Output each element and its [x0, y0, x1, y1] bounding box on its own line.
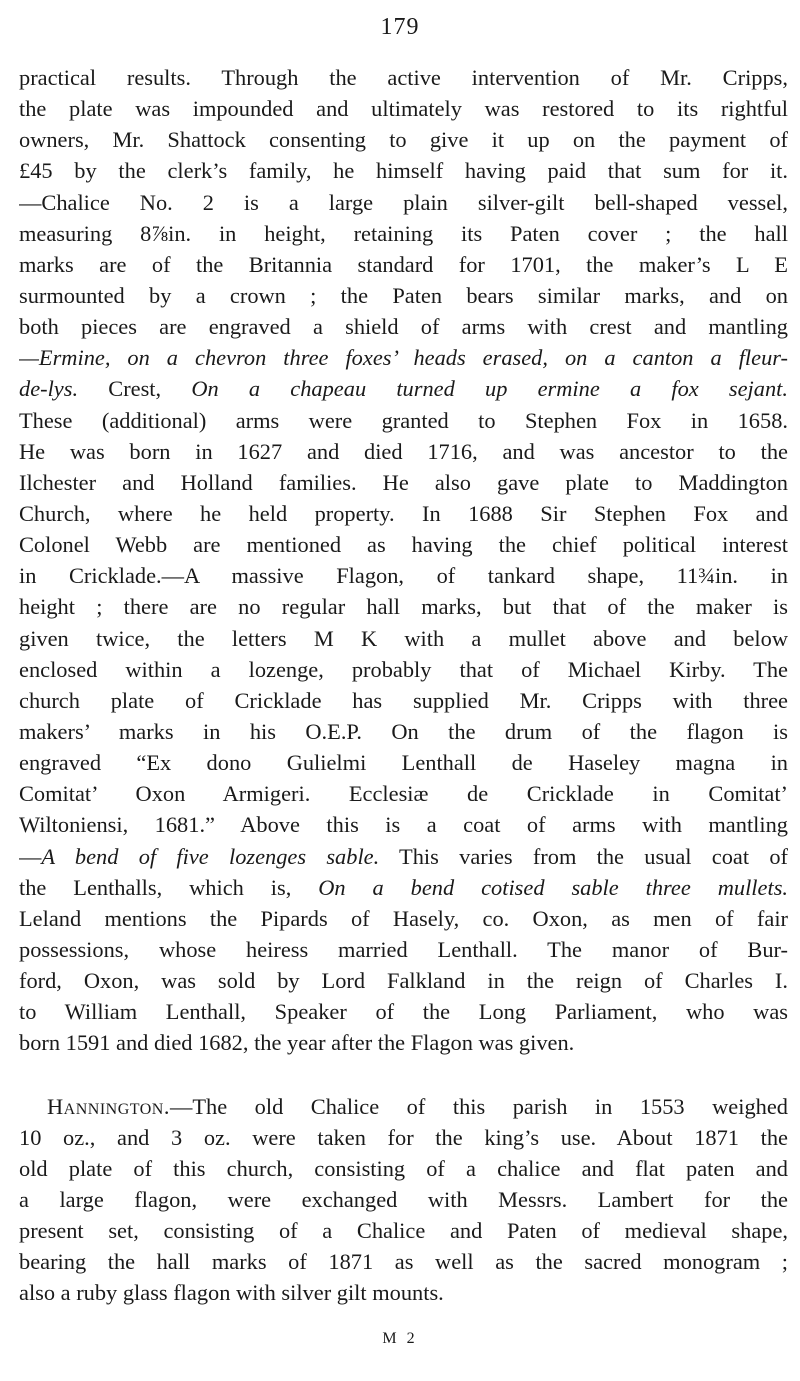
text-line — [19, 685, 788, 716]
text-run: given twice, the letters M K with a mullet above and below — [19, 625, 788, 651]
text-line — [19, 467, 788, 498]
text-run: These (additional) arms were granted to Stephen Fox in 1658. — [19, 407, 788, 433]
text-line — [19, 841, 788, 872]
text-run: 10 oz., and 3 oz. were taken for the king’s use. About 1871 the — [19, 1124, 788, 1150]
italic-run: On a bend cotised sable three mullets. — [318, 874, 788, 900]
text-run: This varies from the usual coat of — [379, 843, 788, 869]
text-line — [19, 405, 788, 436]
text-run: height ; there are no regular hall marks, but that of the maker is — [19, 594, 788, 620]
italic-run: —Ermine, on a chevron three foxes’ heads erased, on a canton a fleur- — [19, 345, 788, 371]
text-run: ford, Oxon, was sold by Lord Falkland in the reign of Charles I. — [19, 968, 788, 994]
paragraph-hannington — [19, 1091, 788, 1309]
text-line — [19, 654, 788, 685]
text-line — [19, 1246, 788, 1277]
text-run: surmounted by a crown ; the Paten bears similar marks, and on — [19, 282, 788, 308]
text-run: Ilchester and Holland families. He also gave plate to Maddington — [19, 469, 788, 495]
text-line — [19, 934, 788, 965]
text-run: Colonel Webb are mentioned as having the chief political interest — [19, 532, 788, 558]
paragraph-gap — [19, 1059, 788, 1091]
text-run: — — [19, 843, 42, 869]
text-line — [19, 498, 788, 529]
text-run: present set, consisting of a Chalice and Paten of medieval shape, — [19, 1218, 788, 1244]
text-run: to William Lenthall, Speaker of the Long Parliament, who was — [19, 999, 788, 1025]
text-line — [19, 124, 788, 155]
text-run: church plate of Cricklade has supplied Mr. Cripps with three — [19, 687, 788, 713]
text-run: owners, Mr. Shattock consenting to give it up on the payment of — [19, 127, 788, 153]
text-line — [19, 62, 788, 93]
italic-run: de-lys. — [19, 376, 79, 402]
text-run: enclosed within a lozenge, probably that of Michael Kirby. The — [19, 656, 788, 682]
small-caps-run: Hannington. — [47, 1093, 170, 1119]
italic-run: A bend of five lozenges sable. — [41, 843, 380, 869]
text-run: possessions, whose heiress married Lenthall. The manor of Bur- — [19, 936, 788, 962]
text-run: in Cricklade.—A massive Flagon, of tankard shape, 11¾in. in — [19, 563, 788, 589]
text-line — [19, 747, 788, 778]
text-line — [19, 280, 788, 311]
text-line — [19, 1091, 788, 1122]
text-line — [19, 529, 788, 560]
text-run: also a ruby glass flagon with silver gilt mounts. — [19, 1280, 444, 1306]
text-run: measuring 8⅞in. in height, retaining its Paten cover ; the hall — [19, 220, 788, 246]
text-line — [19, 903, 788, 934]
text-run: born 1591 and died 1682, the year after the Flagon was given. — [19, 1030, 575, 1056]
text-line — [19, 778, 788, 809]
text-line — [19, 1153, 788, 1184]
text-run: £45 by the clerk’s family, he himself having paid that sum for it. — [19, 158, 788, 184]
text-line — [19, 560, 788, 591]
text-line — [19, 716, 788, 747]
text-run: Crest, — [78, 376, 192, 402]
text-run: engraved “Ex dono Gulielmi Lenthall de Haseley magna in — [19, 750, 788, 776]
text-line — [19, 996, 788, 1027]
text-run: makers’ marks in his O.E.P. On the drum of the flagon is — [19, 718, 788, 744]
text-run: Leland mentions the Pipards of Hasely, co. Oxon, as men of fair — [19, 905, 788, 931]
text-run: bearing the hall marks of 1871 as well as the sacred monogram ; — [19, 1249, 788, 1275]
text-line — [19, 342, 788, 373]
text-line — [19, 591, 788, 622]
text-run: He was born in 1627 and died 1716, and was ancestor to the — [19, 438, 788, 464]
text-line — [19, 1122, 788, 1153]
text-line — [19, 1215, 788, 1246]
text-run: a large flagon, were exchanged with Messrs. Lambert for the — [19, 1186, 788, 1212]
signature-mark: M 2 — [382, 1330, 418, 1347]
text-run: old plate of this church, consisting of a chalice and flat paten and — [19, 1155, 788, 1181]
text-run: the plate was impounded and ultimately was restored to its rightful — [19, 96, 788, 122]
text-run: Wiltoniensi, 1681.” Above this is a coat of arms with mantling — [19, 812, 788, 838]
text-line — [19, 218, 788, 249]
body-text — [19, 62, 788, 1308]
text-run: Church, where he held property. In 1688 Sir Stephen Fox and — [19, 500, 788, 526]
text-line — [19, 965, 788, 996]
text-line — [19, 373, 788, 404]
text-line — [19, 1277, 788, 1308]
text-line — [19, 93, 788, 124]
text-line — [19, 872, 788, 903]
text-line — [19, 311, 788, 342]
text-run: both pieces are engraved a shield of arms with crest and mantling — [19, 314, 788, 340]
text-line — [19, 1184, 788, 1215]
text-run: —Chalice No. 2 is a large plain silver-gilt bell-shaped vessel, — [19, 189, 788, 215]
text-line — [19, 436, 788, 467]
text-run: marks are of the Britannia standard for 1701, the maker’s L E — [19, 251, 788, 277]
text-line — [19, 1027, 788, 1058]
text-run: —The old Chalice of this parish in 1553 weighed — [169, 1093, 788, 1119]
text-line — [19, 623, 788, 654]
text-run: the Lenthalls, which is, — [19, 874, 319, 900]
text-line — [19, 809, 788, 840]
text-line — [19, 187, 788, 218]
italic-run: On a chapeau turned up ermine a fox sejant. — [191, 376, 788, 402]
text-run: practical results. Through the active intervention of Mr. Cripps, — [19, 65, 788, 90]
page-number: 179 — [380, 14, 420, 40]
text-line — [19, 155, 788, 186]
paragraph-cricklade — [19, 62, 788, 1059]
text-line — [19, 249, 788, 280]
text-run: Comitat’ Oxon Armigeri. Ecclesiæ de Cricklade in Comitat’ — [19, 781, 788, 807]
